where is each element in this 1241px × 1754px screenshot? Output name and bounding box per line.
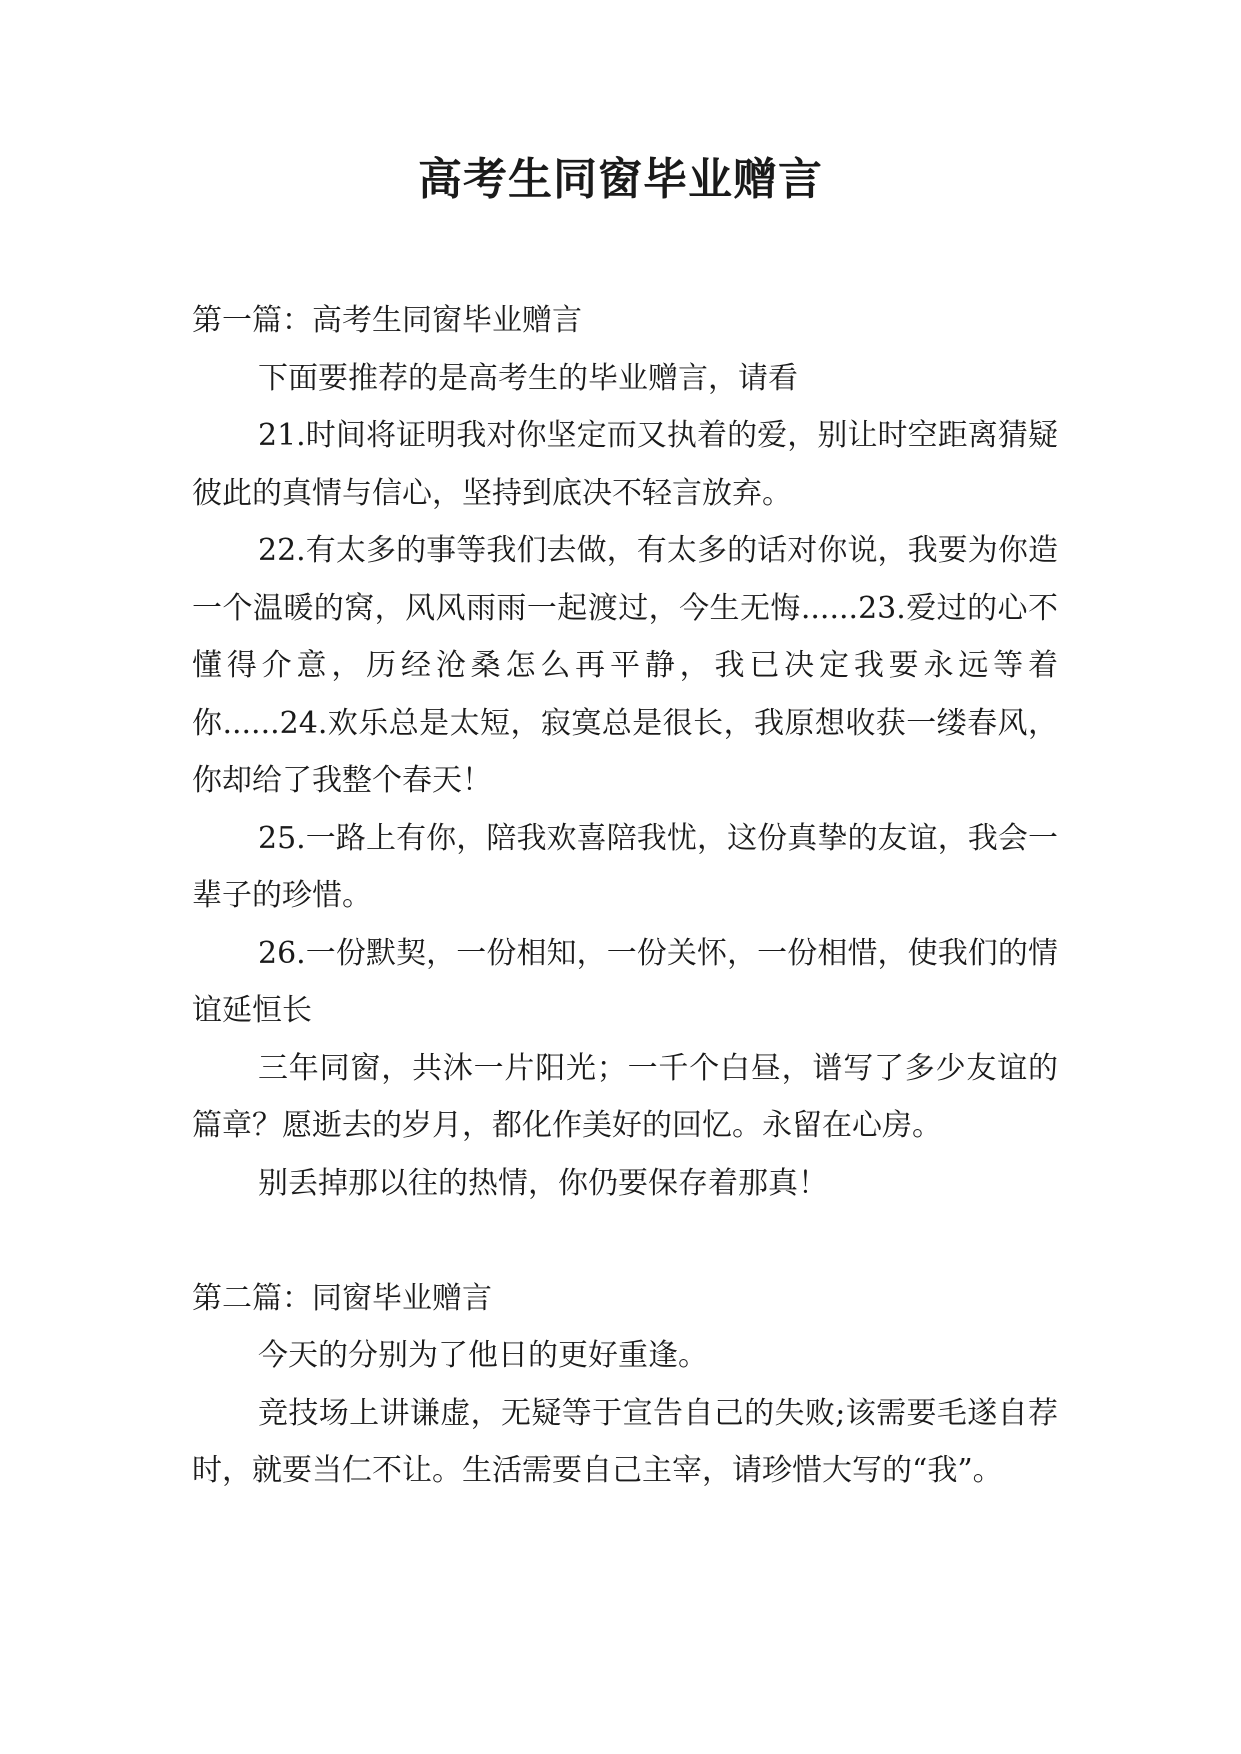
section-two (192, 1270, 1058, 1500)
paragraph: 今天的分别为了他日的更好重逢。 (258, 1338, 708, 1373)
document-title: 高考生同窗毕业赠言 (418, 154, 823, 205)
section-one (192, 292, 1058, 1212)
paragraph: 别丢掉那以往的热情，你仍要保存着那真！ (258, 1165, 828, 1201)
paragraph: 下面要推荐的是高考生的毕业赠言，请看 (258, 360, 798, 396)
section-two-heading: 第二篇：同窗毕业赠言 (192, 1280, 492, 1316)
paragraph: 竞技场上讲谦虚，无疑等于宣告自己的失败;该需要毛遂自荐时，就要当仁不让。生活需要自己主宰，请珍惜大写的“我”。 (192, 1395, 1058, 1488)
paragraph: 26.一份默契，一份相知，一份关怀，一份相惜，使我们的情谊延恒长 (192, 935, 1058, 1028)
document-body (192, 292, 1058, 1500)
paragraph: 三年同窗，共沐一片阳光；一千个白昼，谱写了多少友谊的篇章？愿逝去的岁月，都化作美好的回忆。永留在心房。 (192, 1050, 1058, 1143)
section-one-heading: 第一篇：高考生同窗毕业赠言 (192, 303, 582, 338)
section-spacer (192, 1212, 1058, 1270)
paragraph: 21.时间将证明我对你坚定而又执着的爱，别让时空距离猜疑彼此的真情与信心，坚持到底决不轻言放弃。 (192, 418, 1058, 511)
paragraph: 22.有太多的事等我们去做，有太多的话对你说，我要为你造一个温暖的窝，风风雨雨一起渡过，今生无悔......23.爱过的心不懂得介意，历经沧桑怎么再平静，我已决定我要永远等着你......24.欢乐总是太短，寂寞总是很长，我原想收获一缕春风，你却给了我整个春天！ (192, 533, 1058, 798)
paragraph: 25.一路上有你，陪我欢喜陪我忧，这份真挚的友谊，我会一辈子的珍惜。 (192, 820, 1058, 913)
